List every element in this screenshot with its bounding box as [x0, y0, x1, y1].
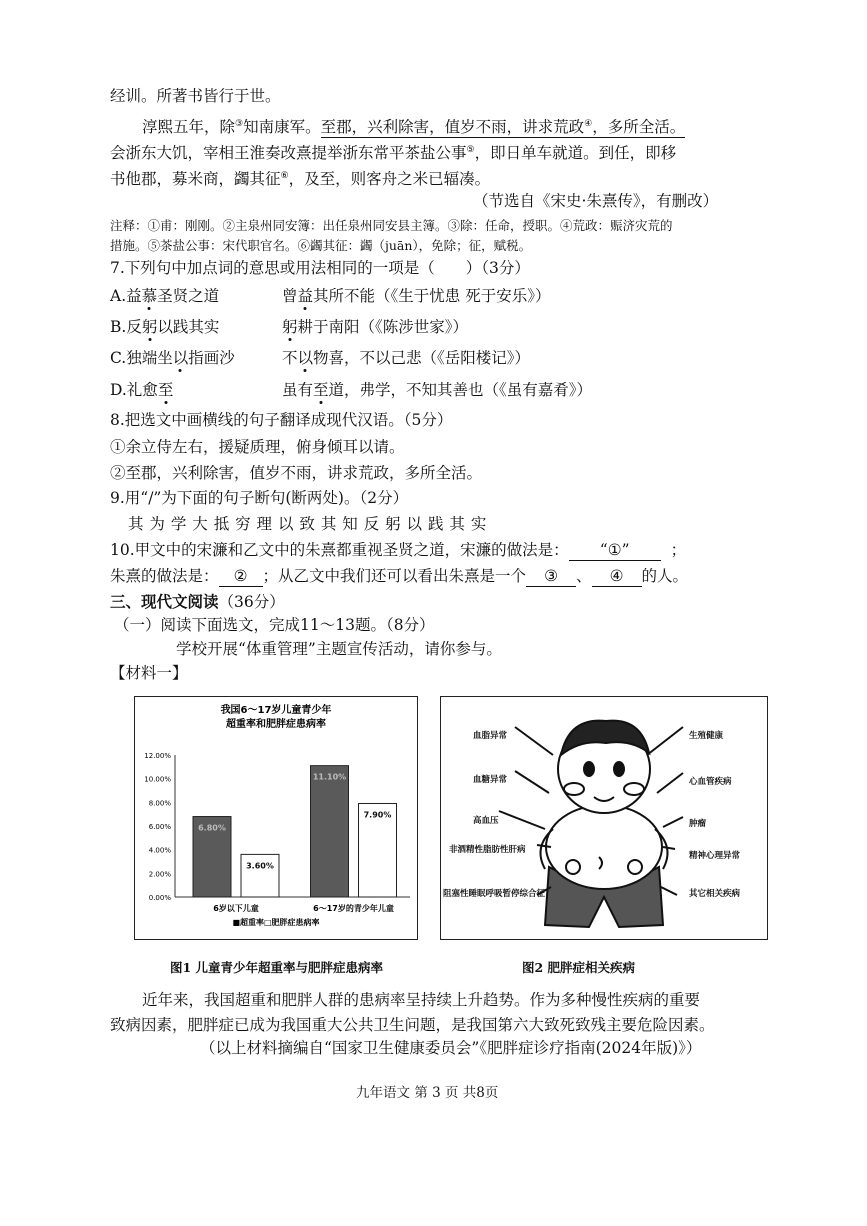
figure-2-illustration	[440, 696, 768, 940]
q7-option-b-right: 躬耕于南阳（《陈涉世家》）	[282, 318, 469, 336]
bar-chart	[135, 697, 417, 939]
chart-title: 超重率和肥胖症患病率	[226, 719, 326, 730]
section-title-text: 三、现代文阅读	[110, 592, 219, 611]
disease-label-left: 血糖异常	[473, 775, 508, 785]
question-8-stem: 8.把选文中画横线的句子翻译成现代汉语。（5分）	[110, 411, 453, 429]
subsection-title: （一）阅读下面选文，完成11～13题。（8分）	[114, 616, 435, 634]
material-label: 【材料一】	[110, 664, 188, 682]
data-label: 3.60%	[246, 861, 274, 871]
text: ，即日单车就道。到任，即移	[474, 144, 677, 163]
question-8-sentence-2: ②至郡，兴利除害，值岁不雨，讲求荒政，多所全活。	[110, 464, 483, 482]
disease-label-left: 血脂异常	[473, 731, 508, 741]
disease-label-right: 心血管疾病	[689, 777, 732, 787]
closing-paragraph-line: 近年来，我国超重和肥胖人群的患病率呈持续上升趋势。作为多种慢性疾病的重要	[142, 991, 701, 1009]
data-label: 11.10%	[312, 772, 347, 782]
q7-option-d-left: D.礼愈至	[110, 381, 174, 399]
text: 朱熹的做法是：	[110, 567, 219, 585]
text: 淳熙五年，除	[142, 118, 236, 137]
answer-blank-1[interactable]: “①”	[569, 540, 661, 561]
passage-line: 经训。所著书皆行于世。	[110, 87, 281, 105]
chart-title: 我国6～17岁儿童青少年	[220, 705, 332, 716]
question-10-line-1	[110, 540, 686, 561]
intro-text: 学校开展“体重管理”主题宣传活动，请你参与。	[176, 640, 502, 658]
disease-label-right: 精神心理异常	[689, 851, 741, 861]
q7-option-a-right: 曾益其所不能（《生于忧患 死于安乐》）	[282, 287, 551, 305]
q7-option-d-right: 虽有至道，弗学，不知其善也（《虽有嘉肴》）	[282, 381, 593, 399]
note-mark: ④	[584, 119, 593, 129]
x-tick-label: 6～17岁的青少年儿童	[313, 904, 394, 913]
data-label: 6.80%	[198, 823, 226, 833]
note-mark: ⑤	[466, 145, 475, 155]
y-tick-label: 6.00%	[148, 823, 171, 831]
text: 知南康军。	[243, 118, 321, 137]
y-tick-label: 10.00%	[144, 775, 171, 784]
page-footer: 九年语文 第 3 页 共8页	[356, 1085, 499, 1101]
y-tick-label: 2.00%	[148, 870, 171, 879]
figure-2-caption: 图2 肥胖症相关疾病	[522, 960, 636, 975]
text: 书他郡，募米商，蠲其征	[110, 170, 281, 189]
y-tick-label: 8.00%	[148, 799, 171, 808]
passage-source: （节选自《宋史·朱熹传》，有删改）	[473, 192, 719, 210]
figure-1-chart	[134, 696, 418, 940]
y-tick-label: 0.00%	[148, 894, 171, 902]
x-tick-label: 6岁以下儿童	[213, 904, 259, 913]
y-tick-label: 4.00%	[148, 846, 171, 855]
text: 的人。	[641, 567, 689, 585]
passage-line	[142, 114, 685, 137]
chart-legend: ■超重率□肥胖症患病率	[232, 918, 320, 927]
q7-option-c-right: 不以物喜，不以己悲（《岳阳楼记》）	[282, 349, 531, 367]
disease-label-right: 生殖健康	[689, 731, 724, 741]
question-9-sentence: 其 为 学 大 抵 穷 理 以 致 其 知 反 躬 以 践 其 实	[128, 515, 487, 533]
q7-option-b-left: B.反躬以践其实	[110, 318, 220, 336]
question-10-line-2	[110, 566, 688, 587]
text: 、	[576, 567, 592, 585]
closing-paragraph-line: 致病因素，肥胖症已成为我国重大公共卫生问题，是我国第六大致死致残主要危险因素。	[110, 1016, 715, 1034]
disease-label-right: 其它相关疾病	[689, 889, 741, 899]
question-8-sentence-1: ①余立侍左右，援疑质理，俯身倾耳以请。	[110, 438, 405, 456]
underlined-sentence	[321, 118, 686, 138]
section-title	[110, 592, 285, 612]
answer-blank-2[interactable]: ②	[219, 566, 263, 587]
data-label: 7.90%	[363, 810, 392, 820]
q7-option-c-left: C.独端坐以指画沙	[110, 349, 235, 367]
section-score: （36分）	[218, 593, 285, 611]
answer-blank-4[interactable]: ④	[592, 566, 642, 587]
disease-label-right: 肿瘤	[689, 819, 707, 829]
closing-source: （以上材料摘编自“国家卫生健康委员会”《肥胖症诊疗指南(2024年版)》）	[200, 1039, 702, 1057]
text: 至郡，兴利除害，值岁不雨，讲求荒政	[320, 118, 585, 137]
y-tick-label: 12.00%	[144, 752, 171, 760]
passage-line	[110, 166, 490, 189]
answer-blank-3[interactable]: ③	[526, 566, 576, 587]
q7-option-a-left: A.益慕圣贤之道	[110, 287, 220, 305]
notes-line: 措施。⑤茶盐公事：宋代职官名。⑥蠲其征：蠲（juān），免除；征，赋税。	[110, 238, 532, 253]
text: ，多所全活。	[592, 118, 686, 137]
disease-label-left: 非酒精性脂肪性肝病	[449, 845, 526, 855]
text: ，及至，则客舟之米已辐凑。	[288, 170, 491, 189]
question-7-stem: 7.下列句中加点词的意思或用法相同的一项是（ ）（3分）	[110, 259, 530, 277]
bar	[311, 766, 349, 897]
passage-line	[110, 140, 676, 163]
note-mark: ⑥	[280, 171, 289, 181]
text: ；从乙文中我们还可以看出朱熹是一个	[262, 567, 527, 585]
question-9-stem: 9.用“/”为下面的句子断句(断两处)。（2分）	[110, 489, 409, 507]
notes-line: 注释：①甫：刚刚。②主泉州同安簿：出任泉州同安县主簿。③除：任命，授职。④荒政：赈济灾荒的	[110, 218, 673, 233]
text: 会浙东大饥，宰相王淮奏改熹提举浙东常平茶盐公事	[110, 144, 467, 163]
text: 10.甲文中的宋濂和乙文中的朱熹都重视圣贤之道，宋濂的做法是：	[110, 541, 569, 559]
figure-1-caption: 图1 儿童青少年超重率与肥胖症患病率	[170, 960, 384, 975]
text: ；	[670, 541, 687, 559]
disease-label-left: 高血压	[473, 816, 499, 826]
disease-label-left: 阻塞性睡眠呼吸暂停综合征	[443, 889, 546, 899]
note-mark: ③	[235, 119, 244, 129]
